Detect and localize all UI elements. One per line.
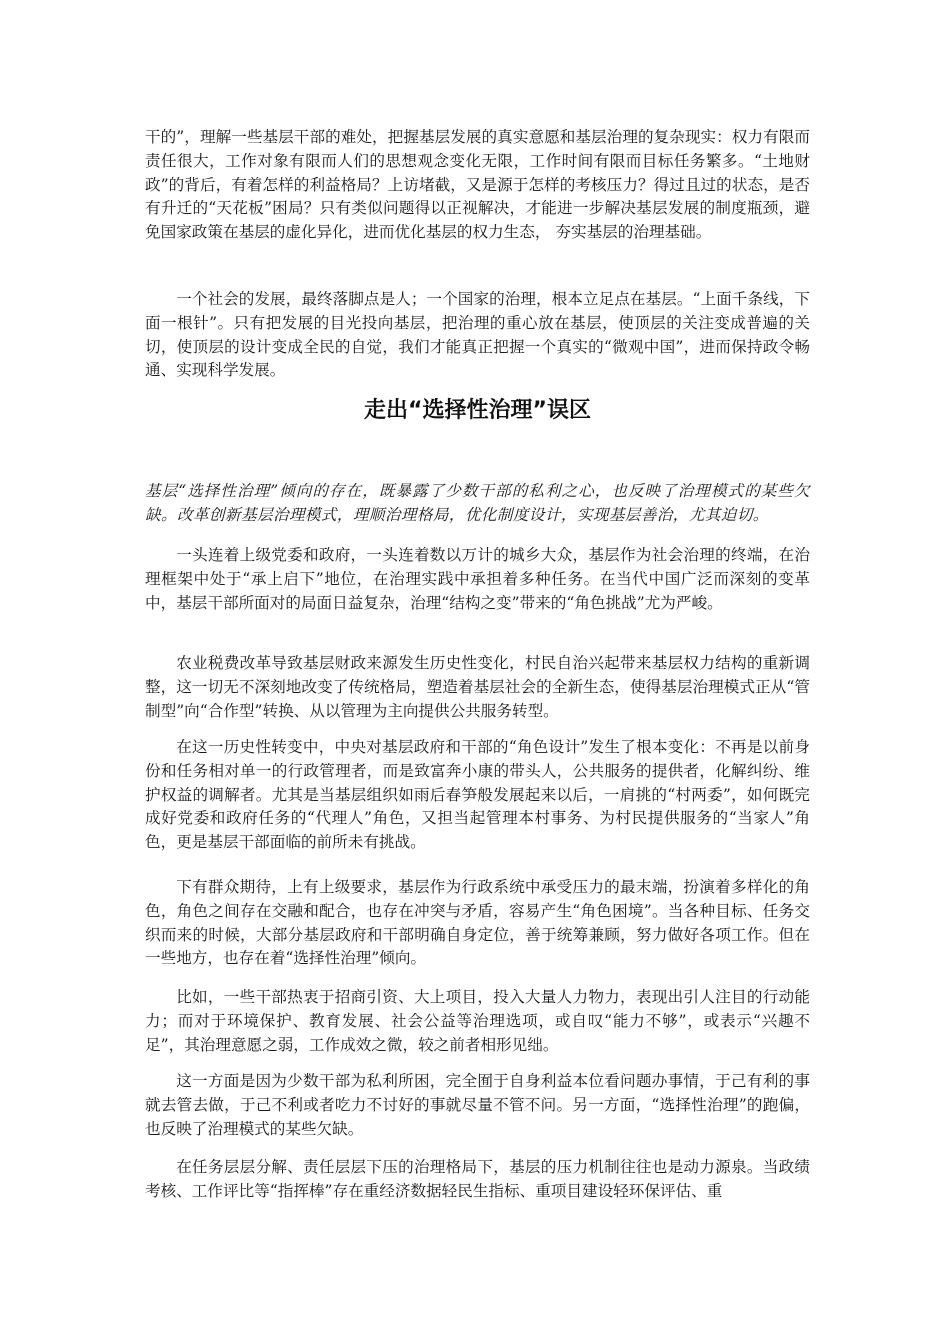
paragraph: 一头连着上级党委和政府，一头连着数以万计的城乡大众，基层作为社会治理的终端，在治理框架中处于“承上启下”地位，在治理实践中承担着多种任务。在当代中国广泛而深刻的变革中，基层干部所面对的局面日益复杂，治理“结构之变”带来的“角色挑战”尤为严峻。 [145, 546, 810, 612]
paragraph: 农业税费改革导致基层财政来源发生历史性变化，村民自治兴起带来基层权力结构的重新调整，这一切无不深刻地改变了传统格局，塑造着基层社会的全新生态，使得基层治理模式正从“管制型”向“合作型”转换、从以管理为主向提供公共服务转型。 [145, 654, 810, 720]
paragraph: 比如，一些干部热衷于招商引资、大上项目，投入大量人力物力，表现出引人注目的行动能力；而对于环境保护、教育发展、社会公益等治理选项，或自叹“能力不够”，或表示“兴趣不足”，其治理意愿之弱，工作成效之微，较之前者相形见绌。 [145, 988, 810, 1054]
paragraph-continued: 干的”，理解一些基层干部的难处，把握基层发展的真实意愿和基层治理的复杂现实：权力有限而责任很大，工作对象有限而人们的思想观念变化无限，工作时间有限而目标任务繁多。“土地财政”的背后，有着怎样的利益格局？上访堵截，又是源于怎样的考核压力？得过且过的状态，是否有升迁的“天花板”困局？只有类似问题得以正视解决，才能进一步解决基层发展的制度瓶颈，避免国家政策在基层的虚化异化，进而优化基层的权力生态， 夯实基层的治理基础。 [145, 128, 810, 242]
section-title: 走出“选择性治理”误区 [364, 398, 591, 423]
paragraph: 一个社会的发展，最终落脚点是人；一个国家的治理，根本立足点在基层。“上面千条线，下面一根针”。只有把发展的目光投向基层，把治理的重心放在基层，使顶层的关注变成普遍的关切，使顶层的设计变成全民的自觉，我们才能真正把握一个真实的“微观中国”，进而保持政令畅通、实现科学发展。 [145, 290, 810, 380]
paragraph: 在这一历史性转变中，中央对基层政府和干部的“角色设计”发生了根本变化：不再是以前身份和任务相对单一的行政管理者，而是致富奔小康的带头人，公共服务的提供者，化解纠纷、维护权益的调解者。尤其是当基层组织如雨后春笋般发展起来以后，一肩挑的“村两委”，如何既完成好党委和政府任务的“代理人”角色，又担当起管理本村事务、为村民提供服务的“当家人”角色，更是基层干部面临的前所未有挑战。 [145, 738, 810, 852]
lead-paragraph: 基层“选择性治理”倾向的存在，既暴露了少数干部的私利之心，也反映了治理模式的某些欠缺。改革创新基层治理模式，理顺治理格局，优化制度设计，实现基层善治，尤其迫切。 [145, 482, 810, 524]
paragraph: 这一方面是因为少数干部为私利所困，完全囿于自身利益本位看问题办事情，于己有利的事就去管去做，于己不利或者吃力不讨好的事就尽量不管不问。另一方面，“选择性治理”的跑偏，也反映了治理模式的某些欠缺。 [145, 1072, 810, 1138]
paragraph: 在任务层层分解、责任层层下压的治理格局下，基层的压力机制往往也是动力源泉。当政绩考核、工作评比等“指挥棒”存在重经济数据轻民生指标、重项目建设轻环保评估、重 [145, 1158, 810, 1200]
paragraph: 下有群众期待，上有上级要求，基层作为行政系统中承受压力的最末端，扮演着多样化的角色，角色之间存在交融和配合，也存在冲突与矛盾，容易产生“角色困境”。当各种目标、任务交织而来的时候，大部分基层政府和干部明确自身定位，善于统筹兼顾，努力做好各项工作。但在一些地方，也存在着“选择性治理”倾向。 [145, 878, 810, 968]
